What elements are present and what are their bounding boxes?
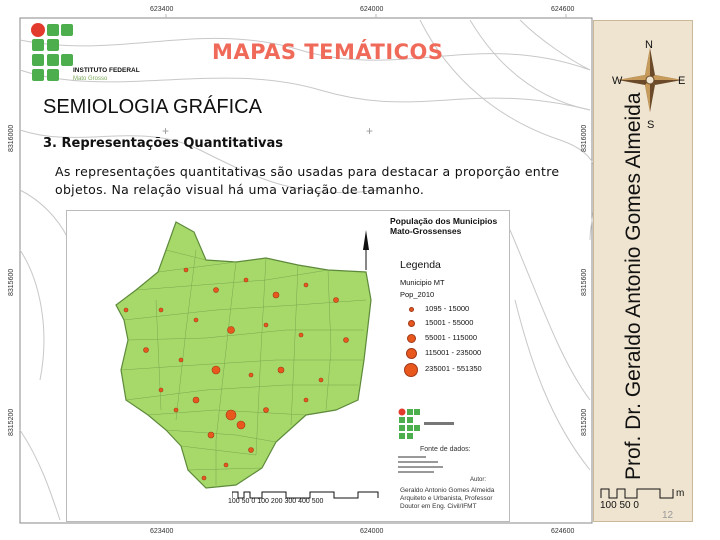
inner-map-title: População dos Municipios Mato-Grossenses [390,216,498,236]
institution-name: INSTITUTO FEDERAL [73,67,140,74]
author-label: Autor: [470,477,487,483]
legend-label: 235001 - 551350 [425,364,482,373]
legend-symbol [409,307,414,312]
mato-grosso-map [66,210,386,520]
legend-label: 1095 - 15000 [425,304,470,313]
coord-top-2: 624000 [360,6,384,13]
legend-symbol [408,320,415,327]
legend-label: 115001 - 235000 [425,348,482,357]
coord-bottom-2: 624000 [360,528,384,535]
inner-institute-logo [398,408,458,442]
legend-title: Legenda [400,259,441,271]
coord-left-3: 8315200 [8,408,15,436]
compass-s: S [647,119,655,128]
compass-e: E [678,75,686,87]
side-scale-labels: 100 50 0 [600,500,639,511]
legend-layer: Municipio MT [400,278,445,287]
slide-heading: SEMIOLOGIA GRÁFICA [43,96,262,118]
grid-cross: + [366,124,374,138]
coord-right-1: 8316000 [581,124,588,152]
grid-cross: + [162,124,170,138]
inner-scale-labels: 100 50 0 100 200 300 400 500 [228,498,324,505]
institution-state: Mato Grosso [73,76,108,82]
source-label: Fonte de dados: [420,446,471,453]
slide-title: MAPAS TEMÁTICOS [212,40,444,64]
coord-bottom-1: 623400 [150,528,174,535]
legend-symbol [404,363,418,377]
north-arrow-icon [363,230,369,270]
legend-label: 15001 - 55000 [425,318,474,327]
compass-w: W [612,75,623,87]
coord-left-2: 8315600 [8,268,15,296]
compass-n: N [645,39,653,51]
coord-right-3: 8315200 [581,408,588,436]
coord-bottom-3: 624600 [551,528,575,535]
side-scale-bar [600,487,676,499]
slide-body-text: As representações quantitativas são usadas para destacar a proporção entre objetos. Na relação visual há uma variação de tamanho. [55,164,560,197]
coord-left-1: 8316000 [8,124,15,152]
page-number: 12 [662,510,674,521]
slide-subheading: 3. Representações Quantitativas [43,136,284,151]
coord-right-2: 8315600 [581,268,588,296]
legend-symbol [406,348,417,359]
institute-logo [30,22,74,84]
author-text: Geraldo Antonio Gomes Almeida Arquiteto e Urbanista, Professor Doutor em Eng. Civil/IFMT [400,487,495,510]
side-scale-unit: m [676,488,685,499]
legend-variable: Pop_2010 [400,290,435,299]
source-text-lines [398,456,508,476]
coord-top-1: 623400 [150,6,174,13]
legend-label: 55001 - 115000 [425,333,477,342]
legend-symbol [407,334,416,343]
coord-top-3: 624600 [551,6,575,13]
author-vertical-text: Prof. Dr. Geraldo Antonio Gomes Almeida [622,92,645,480]
